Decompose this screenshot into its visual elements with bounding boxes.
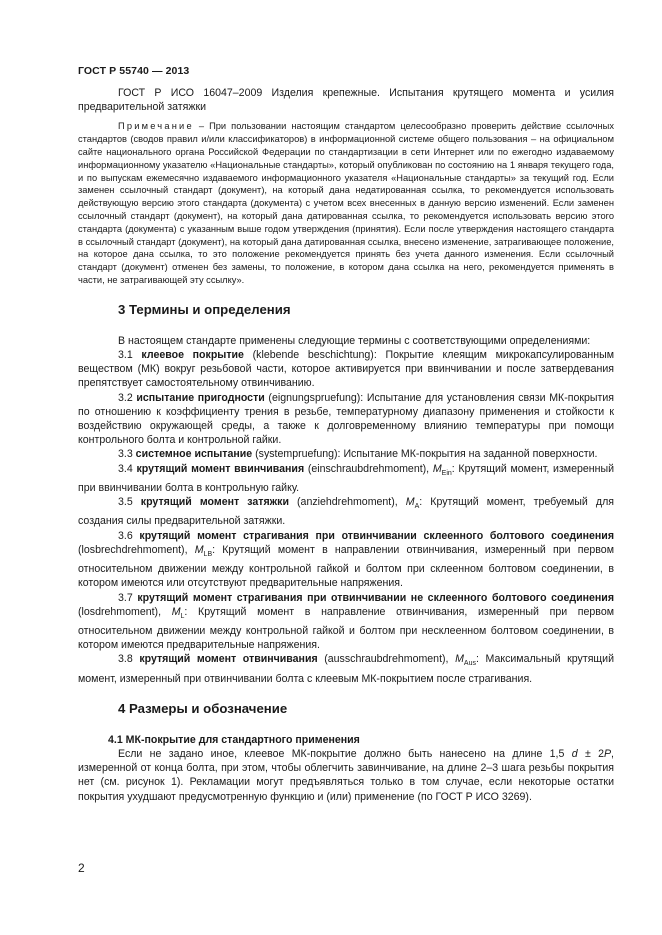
term-symbol-subscript: A xyxy=(414,503,420,511)
term-original: (losbrechdrehmoment), xyxy=(78,543,195,556)
term-name: крутящий момент ввинчивания xyxy=(136,462,305,475)
term-text: : Крутящий момент, измеренный при ввинчивании болта в контрольную гайку. xyxy=(78,462,614,494)
term-number: 3.4 xyxy=(118,462,137,475)
reference-entry: ГОСТ Р ИСО 16047–2009 Изделия крепежные. Испытания крутящего момента и усилия предварительной затяжки xyxy=(78,87,614,114)
term-definition xyxy=(78,391,614,448)
term-number: 3.5 xyxy=(118,496,141,509)
term-number: 3.6 xyxy=(118,529,140,542)
note-paragraph xyxy=(78,120,614,286)
term-symbol: M xyxy=(455,653,464,666)
term-original: (anziehdrehmoment), xyxy=(288,496,406,509)
term-number: 3.7 xyxy=(118,591,138,604)
term-name: системное испытание xyxy=(135,448,253,461)
term-text: : Крутящий момент в направлении отвинчивания, измеренный при первом относительном движении между контрольной гайкой и болтом при склеенном болтовом соединении, в котором имеются или отсутствуют предварительные напряжения. xyxy=(78,543,614,590)
term-number: 3.3 xyxy=(118,448,136,461)
terms-list xyxy=(78,348,614,686)
symbol-d: d xyxy=(571,747,578,760)
term-symbol-subscript: LB xyxy=(203,550,213,558)
section-3-heading: 3 Термины и определения xyxy=(118,301,291,317)
term-symbol: M xyxy=(405,496,415,509)
term-symbol-subscript: L xyxy=(180,612,185,620)
term-symbol-subscript: Aus xyxy=(463,660,476,668)
term-name: крутящий момент отвинчивания xyxy=(139,653,318,666)
term-symbol: M xyxy=(171,605,181,618)
term-symbol: M xyxy=(432,462,442,475)
term-definition xyxy=(78,529,614,591)
page-content xyxy=(78,86,614,804)
term-definition xyxy=(78,652,614,686)
term-definition xyxy=(78,591,614,653)
term-text: : Крутящий момент, требуемый для создания силы предварительной затяжки. xyxy=(78,496,614,528)
para-text: Если не задано иное, клеевое МК-покрытие должно быть нанесено на длине 1,5 xyxy=(118,747,572,760)
term-text: (systempruefung): Испытание МК-покрытия на заданной поверхности. xyxy=(252,448,598,461)
term-text: : Максимальный крутящий момент, измеренный при отвинчивании болта с клеевым МК-покрытием после страгивания. xyxy=(78,653,614,685)
term-definition xyxy=(78,447,614,461)
term-definition xyxy=(78,495,614,529)
para-text: ± 2 xyxy=(577,747,604,760)
term-number: 3.1 xyxy=(118,348,142,361)
term-text: (klebende beschichtung): Покрытие клеящим микрокапсулированным веществом (МК) вокруг резьбовой части, которое активируется при ввинчивании и после затвердевания препятствует самостоятельному отвинчиванию. xyxy=(78,348,614,390)
term-name: крутящий момент страгивания при отвинчивании не склеенного болтового соединения xyxy=(137,591,614,604)
note-label: Примечание xyxy=(118,121,194,132)
symbol-p: P xyxy=(603,747,612,760)
term-number: 3.8 xyxy=(118,653,140,666)
subsection-4-1-paragraph xyxy=(78,747,614,804)
term-text: : Крутящий момент в направление отвинчивания, измеренный при первом относительном движении между контрольной гайкой и болтом при несклеенном болтовом соединении, в котором имеются предварительные напряжения. xyxy=(78,605,614,652)
term-name: крутящий момент затяжки xyxy=(140,496,289,509)
term-text: (eignungspruefung): Испытание для установления связи МК-покрытия по отношению к коэффициенту трения в резьбе, температурному диапазону применения и стойкости к воздействию окружающей среды, а также к долговременному влиянию температуры при помощи контрольного болта и контрольной гайки. xyxy=(78,391,614,447)
standard-header: ГОСТ Р 55740 — 2013 xyxy=(78,65,190,77)
term-name: крутящий момент страгивания при отвинчивании склеенного болтового соединения xyxy=(139,529,614,542)
para-text: , измеренной от конца болта, при этом, чтобы облегчить завинчивание, на длине 2–3 шага резьбы покрытия нет (см. рисунок 1). Рекламации могут предъявляться только в том случае, если некоторые остатки покрытия ухудшают предусмотренную функцию и (или) применение (по ГОСТ Р ИСО 3269). xyxy=(78,747,614,803)
term-original: (einschraubdrehmoment), xyxy=(304,462,433,475)
term-definition xyxy=(78,348,614,391)
term-original: (losdrehmoment), xyxy=(78,605,172,618)
section-4-heading: 4 Размеры и обозначение xyxy=(118,700,288,716)
term-symbol: M xyxy=(194,543,204,556)
term-symbol-subscript: Ein xyxy=(441,469,452,477)
note-text: – При пользовании настоящим стандартом целесообразно проверить действие ссылочных стандартов (сводов правил и/или классификаторов) в информационной системе общего пользования – на официальном сайте национального органа Российской Федерации по стандартизации в сети Интернет или по ежегодно издаваемому информационному указателю «Национальные стандарты», который опубликован по состоянию на 1 января текущего года, и по выпускам ежемесячно издаваемого информационного указателя «Национальные стандарты» за текущий год. Если заменен ссылочный стандарт (документ), на который дана недатированная ссылка, то рекомендуется использовать действующую версию этого стандарта (документа) с учетом всех внесенных в данную версию изменений. Если заменен ссылочный стандарт (документ), на который дана датированная ссылка, то рекомендуется использовать версию этого стандарта (документа) с указанным выше годом утверждения (принятия). Если после утверждения настоящего стандарта в ссылочный стандарт (документ), на который дана датированная ссылка, внесено изменение, затрагивающее положение, на которое дана ссылка, то это положение рекомендуется принять без учета данного изменения. Если ссылочный стандарт (документ) отменен без замены, то положение, в котором дана ссылка на него, рекомендуется применять в части, не затрагивающей эту ссылку». xyxy=(78,121,614,285)
subsection-4-1-heading: 4.1 МК-покрытие для стандартного применения xyxy=(108,733,360,746)
term-original: (ausschraubdrehmoment), xyxy=(317,653,456,666)
term-name: испытание пригодности xyxy=(136,391,265,404)
section-3-intro: В настоящем стандарте применены следующие термины с соответствующими определениями: xyxy=(118,334,591,347)
page-number: 2 xyxy=(78,861,85,875)
term-name: клеевое покрытие xyxy=(141,348,244,361)
term-definition xyxy=(78,462,614,496)
term-number: 3.2 xyxy=(118,391,137,404)
